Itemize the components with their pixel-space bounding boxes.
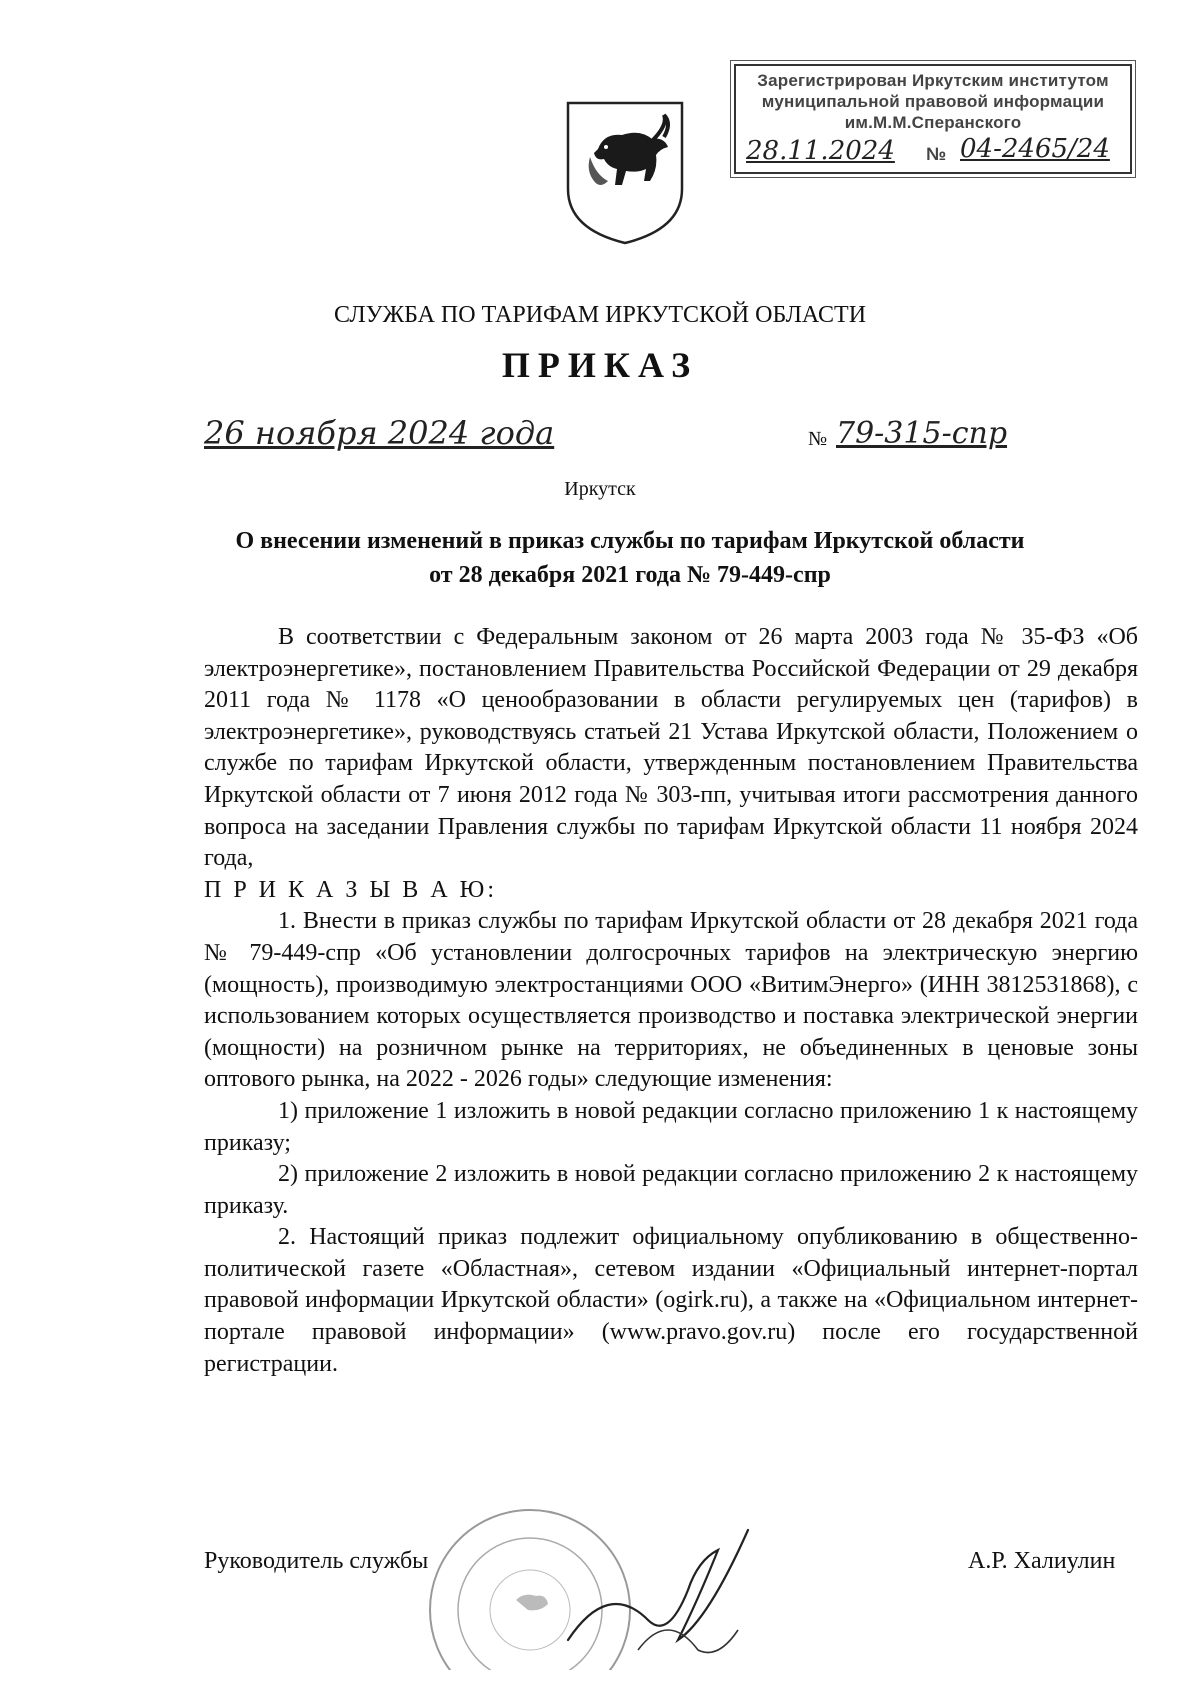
order-date: 26 ноября 2024 года [204, 414, 555, 452]
order-item-2: 2. Настоящий приказ подлежит официальному опубликованию в общественно-политической газете «Областная», сетевом издании «Официальный интернет-портал правовой информации Иркутской области» (ogirk.ru), а также на «Официальном интернет-портале правовой информации» (www.pravo.gov.ru) после его государственной регистрации. [204, 1224, 1138, 1377]
registration-stamp [734, 64, 1132, 174]
order-item-1: 1. Внести в приказ службы по тарифам Иркутской области от 28 декабря 2021 года № 79-449-спр «Об установлении долгосрочных тарифов на электрическую энергию (мощность), производимую электростанциями ООО «ВитимЭнерго» (ИНН 3812531868), с использованием которых осуществляется производство и поставка электрической энергии (мощности) на розничном рынке на территориях, не объединенных в ценовые зоны оптового рынка, на 2022 - 2026 годы» следующие изменения: [204, 908, 1138, 1093]
document-heading-line: от 28 декабря 2021 года № 79-449-спр [429, 562, 831, 588]
order-subitem-2: 2) приложение 2 изложить в новой редакции согласно приложению 2 к настоящему приказу. [204, 1161, 1138, 1219]
order-number-label: № [808, 428, 828, 450]
order-subitem-1: 1) приложение 1 изложить в новой редакции согласно приложению 1 к настоящему приказу; [204, 1097, 1138, 1156]
coat-of-arms-icon [560, 97, 690, 247]
agency-name: СЛУЖБА ПО ТАРИФАМ ИРКУТСКОЙ ОБЛАСТИ [333, 302, 867, 328]
order-word: П Р И К А З Ы В А Ю: [204, 876, 497, 903]
city: Иркутск [564, 478, 636, 500]
registration-stamp-line: муниципальной правовой информации [761, 92, 1105, 111]
order-title: ПРИКАЗ [501, 345, 699, 385]
signer-title: Руководитель службы [204, 1548, 429, 1574]
document-body [204, 622, 1138, 1380]
registration-date: 28.11.2024 [746, 136, 895, 166]
registration-stamp-line: им.М.М.Сперанского [844, 113, 1022, 132]
registration-number: 04-2465/24 [960, 134, 1110, 164]
signature-icon [548, 1520, 758, 1670]
registration-number-label: № [926, 144, 947, 164]
preamble-paragraph: В соответствии с Федеральным законом от 26 марта 2003 года № 35-ФЗ «Об электроэнергетике», постановлением Правительства Российской Федерации от 29 декабря 2011 года № 1178 «О ценообразовании в области регулируемых цен (тарифов) в электроэнергетике», руководствуясь статьей 21 Устава Иркутской области, Положением о службе по тарифам Иркутской области, утвержденным постановлением Правительства Иркутской области от 7 июня 2012 года № 303-пп, учитывая итоги рассмотрения данного вопроса на заседании Правления службы по тарифам Иркутской области 11 ноября 2024 года, [204, 624, 1138, 872]
document-heading-line: О внесении изменений в приказ службы по тарифам Иркутской области [235, 528, 1025, 554]
document-heading [190, 524, 1070, 592]
registration-stamp-line: Зарегистрирован Иркутским институтом [757, 71, 1109, 90]
signer-name: А.Р. Халиулин [968, 1548, 1116, 1574]
order-number: 79-315-спр [836, 416, 1008, 451]
